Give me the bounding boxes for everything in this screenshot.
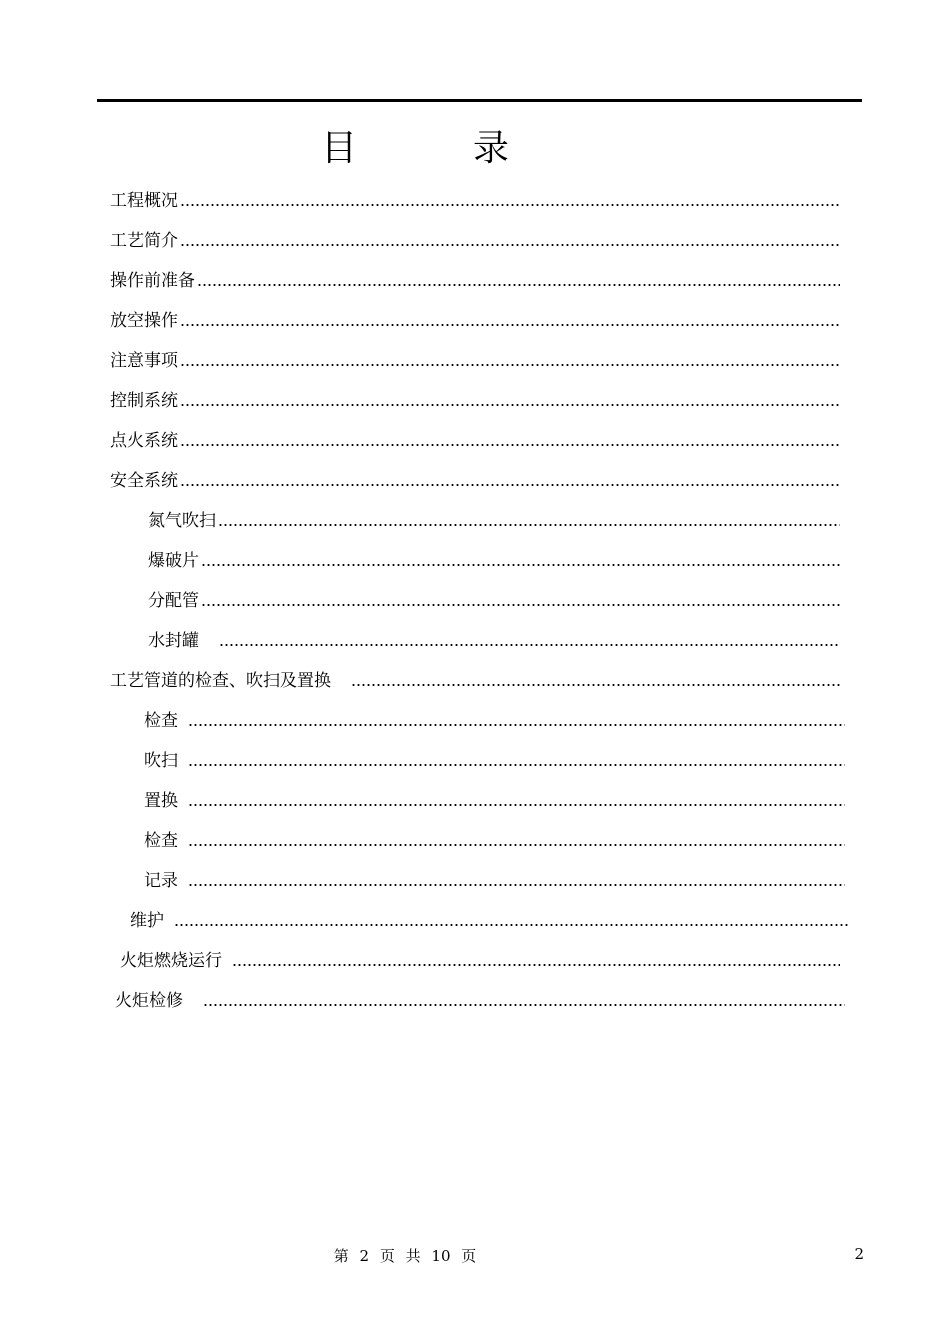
toc-entry-label: 氮气吹扫 xyxy=(148,511,216,531)
toc-entry[interactable] xyxy=(120,950,840,972)
toc-entry[interactable] xyxy=(144,750,845,772)
toc-entry[interactable] xyxy=(110,470,840,492)
toc-leader-dots xyxy=(180,483,840,487)
toc-entry[interactable] xyxy=(144,790,845,812)
toc-entry[interactable] xyxy=(130,910,850,932)
toc-leader-dots xyxy=(180,203,840,207)
toc-entry-label: 工程概况 xyxy=(110,191,178,211)
toc-entry[interactable] xyxy=(148,630,840,652)
toc-entry-label: 点火系统 xyxy=(110,431,178,451)
footer-page-word: 页 xyxy=(379,1247,395,1265)
toc-entry-label: 置换 xyxy=(144,791,178,811)
footer-total-word: 共 xyxy=(405,1247,421,1265)
toc-leader-dots xyxy=(180,243,840,247)
toc-leader-dots xyxy=(180,443,840,447)
toc-leader-dots xyxy=(180,363,840,367)
toc-entry[interactable] xyxy=(110,670,840,692)
toc-entry-label: 火炬燃烧运行 xyxy=(120,951,222,971)
toc-entry-label: 记录 xyxy=(144,871,178,891)
toc-entry-label: 检查 xyxy=(144,831,178,851)
toc-entry-label: 注意事项 xyxy=(110,351,178,371)
footer-total-pages: 10 xyxy=(431,1247,451,1265)
toc-entry[interactable] xyxy=(148,590,840,612)
toc-entry-label: 工艺简介 xyxy=(110,231,178,251)
toc-entry-label: 放空操作 xyxy=(110,311,178,331)
toc-leader-dots xyxy=(188,803,845,807)
toc-entry[interactable] xyxy=(110,390,840,412)
toc-entry[interactable] xyxy=(110,310,840,332)
toc-leader-dots xyxy=(188,883,845,887)
toc-entry[interactable] xyxy=(110,230,840,252)
toc-leader-dots xyxy=(180,323,840,327)
footer-prefix: 第 xyxy=(333,1247,349,1265)
toc-entry[interactable] xyxy=(110,430,840,452)
toc-entry-label: 吹扫 xyxy=(144,751,178,771)
toc-leader-dots xyxy=(203,1003,845,1007)
toc-entry-label: 水封罐 xyxy=(148,631,199,651)
toc-leader-dots xyxy=(188,843,845,847)
toc-leader-dots xyxy=(180,403,840,407)
toc-entry[interactable] xyxy=(144,870,845,892)
footer-current-page: 2 xyxy=(359,1247,370,1265)
toc-leader-dots xyxy=(219,643,840,647)
toc-entry-label: 分配管 xyxy=(148,591,199,611)
page-footer xyxy=(0,1245,810,1266)
toc-entry-label: 火炬检修 xyxy=(115,991,183,1011)
page-title: 目 录 xyxy=(320,128,549,169)
toc-leader-dots xyxy=(197,283,840,287)
toc-entry[interactable] xyxy=(144,830,845,852)
footer-suffix: 页 xyxy=(461,1247,477,1265)
toc-entry[interactable] xyxy=(110,190,840,212)
toc-entry-label: 操作前准备 xyxy=(110,271,195,291)
toc-leader-dots xyxy=(232,963,840,967)
toc-entry-label: 工艺管道的检查、吹扫及置换 xyxy=(110,671,331,691)
toc-entry-label: 安全系统 xyxy=(110,471,178,491)
toc-leader-dots xyxy=(351,683,840,687)
toc-entry[interactable] xyxy=(110,350,840,372)
toc-leader-dots xyxy=(188,763,845,767)
toc-entry-label: 检查 xyxy=(144,711,178,731)
toc-entry-label: 维护 xyxy=(130,911,164,931)
toc-leader-dots xyxy=(188,723,845,727)
toc-leader-dots xyxy=(201,563,840,567)
toc-entry[interactable] xyxy=(144,710,845,732)
toc-entry[interactable] xyxy=(148,510,840,532)
toc-entry-label: 控制系统 xyxy=(110,391,178,411)
toc-entry[interactable] xyxy=(148,550,840,572)
toc-entry[interactable] xyxy=(110,270,840,292)
toc-entry-label: 爆破片 xyxy=(148,551,199,571)
page-number: 2 xyxy=(854,1245,864,1263)
toc-leader-dots xyxy=(218,523,840,527)
toc-leader-dots xyxy=(174,923,850,927)
toc-leader-dots xyxy=(201,603,840,607)
toc-entry[interactable] xyxy=(115,990,845,1012)
